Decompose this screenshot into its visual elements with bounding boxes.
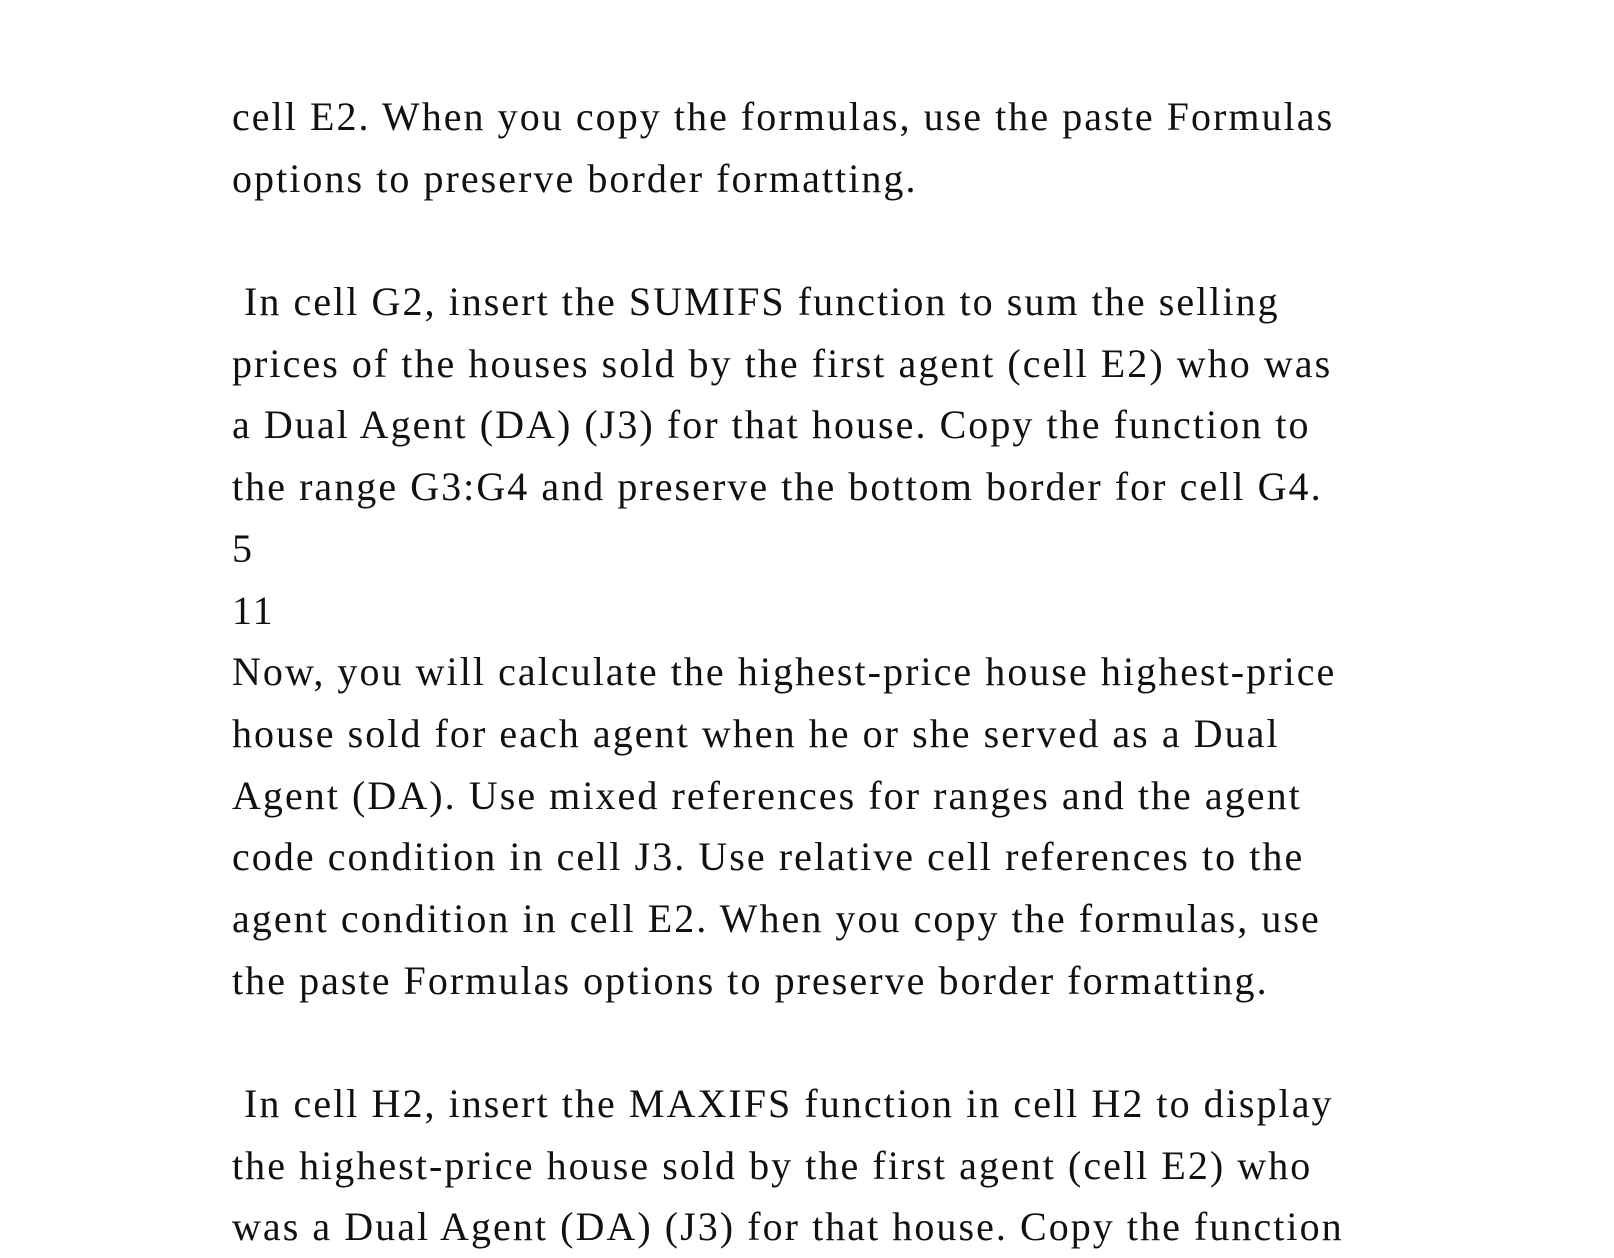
text-line: Now, you will calculate the highest-price house highest-price: [232, 649, 1337, 695]
text-line: house sold for each agent when he or she served as a Dual: [232, 710, 1280, 756]
text-line: Agent (DA). Use mixed references for ranges and the agent: [232, 772, 1302, 818]
text-line: options to preserve border formatting.: [232, 155, 918, 201]
text-line: agent condition in cell E2. When you copy the formulas, use: [232, 895, 1321, 941]
text-line: was a Dual Agent (DA) (J3) for that house. Copy the function: [232, 1204, 1344, 1250]
text-line: the paste Formulas options to preserve border formatting.: [232, 957, 1269, 1003]
text-line: prices of the houses sold by the first agent (cell E2) who was: [232, 340, 1333, 386]
blank-line: [232, 1011, 1432, 1073]
page-number: 11: [232, 587, 275, 633]
text-line: a Dual Agent (DA) (J3) for that house. Copy the function to: [232, 402, 1311, 448]
blank-line: [232, 209, 1432, 271]
text-line: code condition in cell J3. Use relative cell references to the: [232, 834, 1305, 880]
text-line: cell E2. When you copy the formulas, use the paste Formulas: [232, 94, 1335, 139]
page-number: 5: [232, 525, 255, 571]
text-line: In cell G2, insert the SUMIFS function to sum the selling: [232, 279, 1280, 325]
document-text: [232, 86, 1432, 1258]
text-line: the range G3:G4 and preserve the bottom border for cell G4.: [232, 464, 1323, 510]
text-line: In cell H2, insert the MAXIFS function in cell H2 to display: [232, 1081, 1334, 1126]
text-line: the highest-price house sold by the first agent (cell E2) who: [232, 1142, 1313, 1188]
